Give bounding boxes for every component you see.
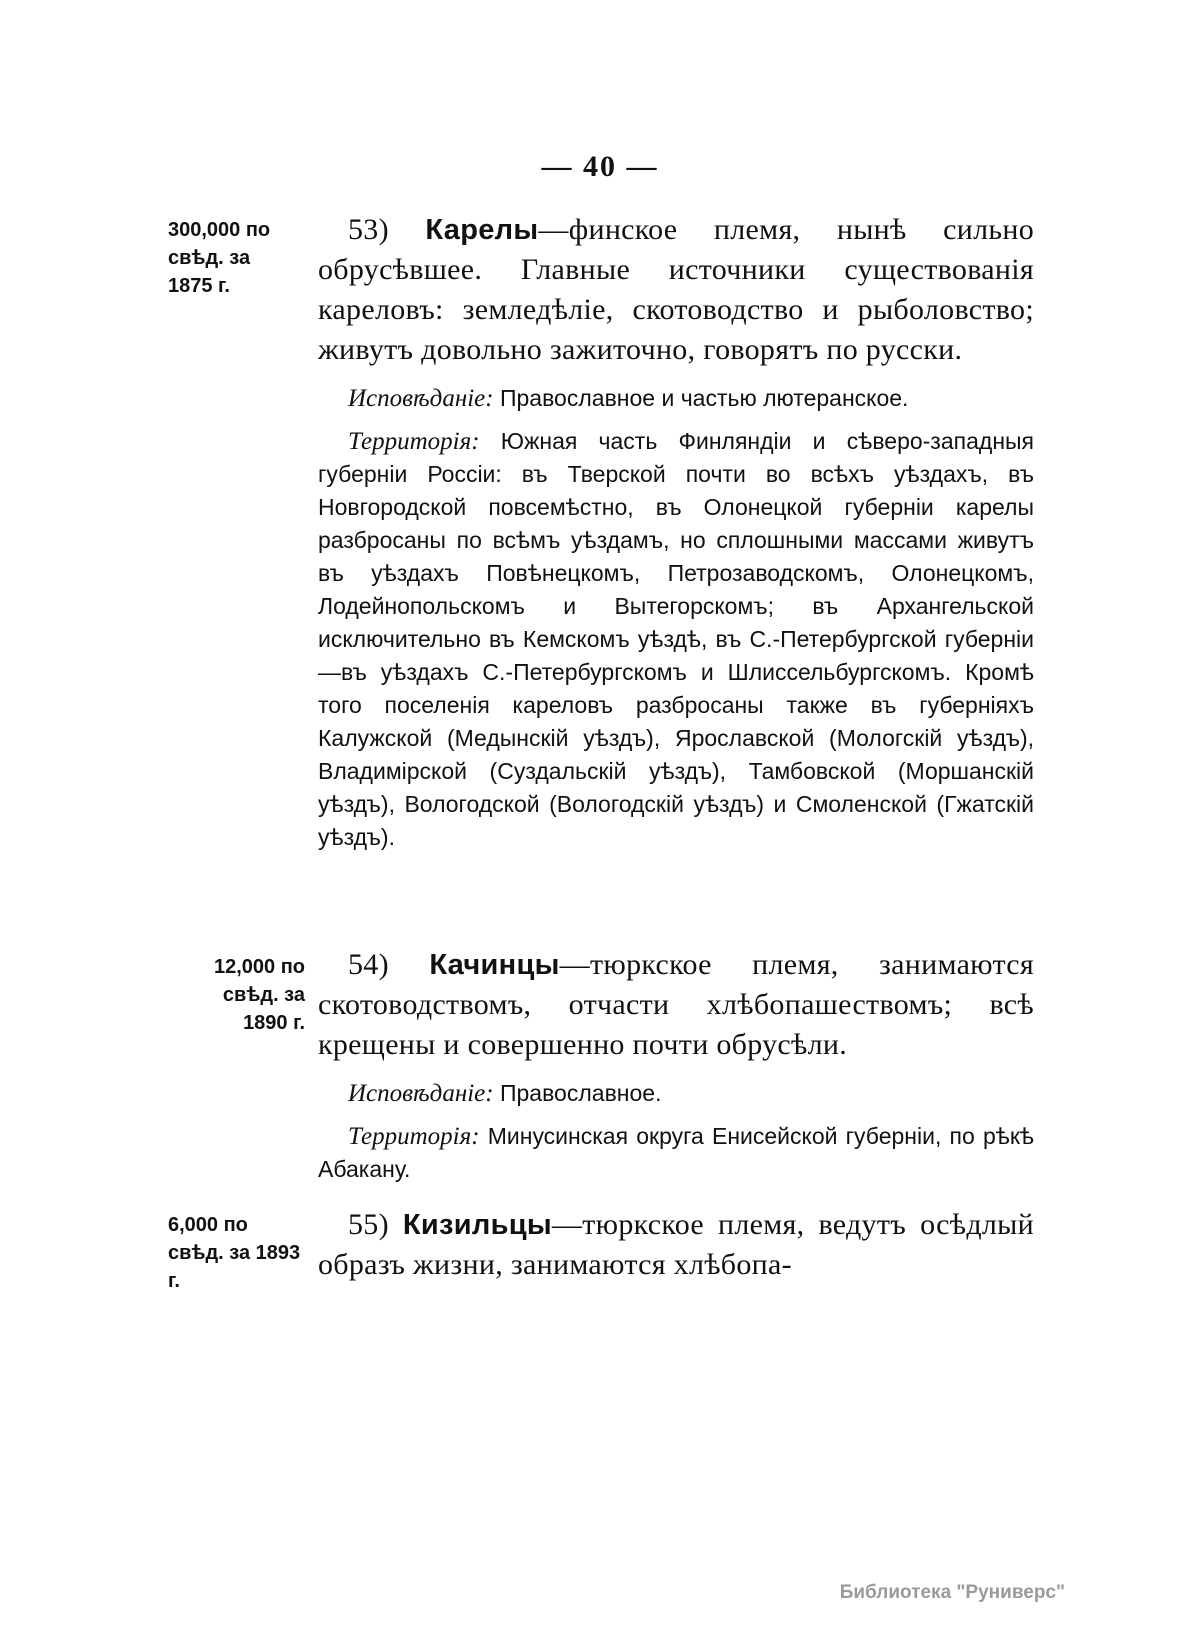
- margin-note: 12,000 по свѣд. за 1890 г.: [213, 956, 305, 1034]
- territory-line: [318, 425, 1034, 854]
- territory-label: Территорія:: [348, 1123, 480, 1150]
- entry-name: Кизильцы: [402, 1209, 552, 1241]
- page-number: — 40 —: [541, 150, 659, 183]
- entry-lead: [318, 945, 1034, 1065]
- confession-line: [318, 382, 1034, 415]
- confession-label: Исповѣданіе:: [348, 1080, 494, 1107]
- entry-number: 54): [348, 948, 389, 981]
- entry-lead: [318, 1205, 1034, 1285]
- entry-number: 53): [348, 213, 389, 246]
- entry-text: —тюркское племя, занимаются скотоводствомъ, отчасти хлѣбопашествомъ; всѣ крещены и совершенно почти обрусѣли.: [318, 948, 1034, 1061]
- entry-text: —тюркское племя, ведутъ осѣдлый образъ жизни, занимаются хлѣбопа-: [318, 1208, 1034, 1281]
- territory-value: Южная часть Финляндіи и сѣверо-западныя губерніи Россіи: въ Тверской почти во всѣхъ уѣздахъ, въ Новгородской повсемѣстно, въ Олонецкой губерніи карелы разбросаны по всѣмъ уѣздамъ, но сплошными массами живутъ въ уѣздахъ Повѣнецкомъ, Петрозаводскомъ, Олонецкомъ, Лодейнопольскомъ и Вытегорскомъ; въ Архангельской исключительно въ Кемскомъ уѣздѣ, въ С.-Петербургской губерніи—въ уѣздахъ С.-Петербургскомъ и Шлиссельбургскомъ. Кромѣ того поселенія кареловъ разбросаны также въ губерніяхъ Калужской (Медынскій уѣздъ), Ярославской (Мологскій уѣздъ), Владимірской (Суздальскій уѣздъ), Тамбовской (Моршанскій уѣздъ), Вологодской (Вологодскій уѣздъ) и Смоленской (Гжатскій уѣздъ).: [318, 428, 1035, 850]
- entry-name: Карелы: [425, 214, 539, 246]
- entry-text: —финское племя, нынѣ сильно обрусѣвшее. Главные источники существованія кареловъ: земледѣліе, скотоводство и рыболовство; живутъ довольно зажиточно, говорятъ по русски.: [318, 213, 1034, 366]
- margin-note: 300,000 по свѣд. за 1875 г.: [168, 219, 271, 297]
- entry-lead: [318, 210, 1034, 370]
- library-watermark: Библиотека "Руниверс": [839, 1582, 1065, 1603]
- confession-value: Православное и частью лютеранское.: [499, 385, 909, 411]
- entry-number: 55): [348, 1208, 389, 1241]
- territory-value: Минусинская округа Енисейской губерніи, по рѣкѣ Абакану.: [318, 1123, 1034, 1182]
- entry-body: [318, 210, 1034, 854]
- territory-label: Территорія:: [348, 428, 480, 455]
- confession-label: Исповѣданіе:: [348, 385, 494, 412]
- margin-note: 6,000 по свѣд. за 1893 г.: [168, 1214, 301, 1292]
- entry-body: [318, 1205, 1034, 1285]
- confession-line: [318, 1077, 1034, 1110]
- confession-value: Православное.: [499, 1080, 662, 1106]
- entry-name: Качинцы: [429, 949, 560, 981]
- entry-body: [318, 945, 1034, 1186]
- territory-line: [318, 1120, 1034, 1186]
